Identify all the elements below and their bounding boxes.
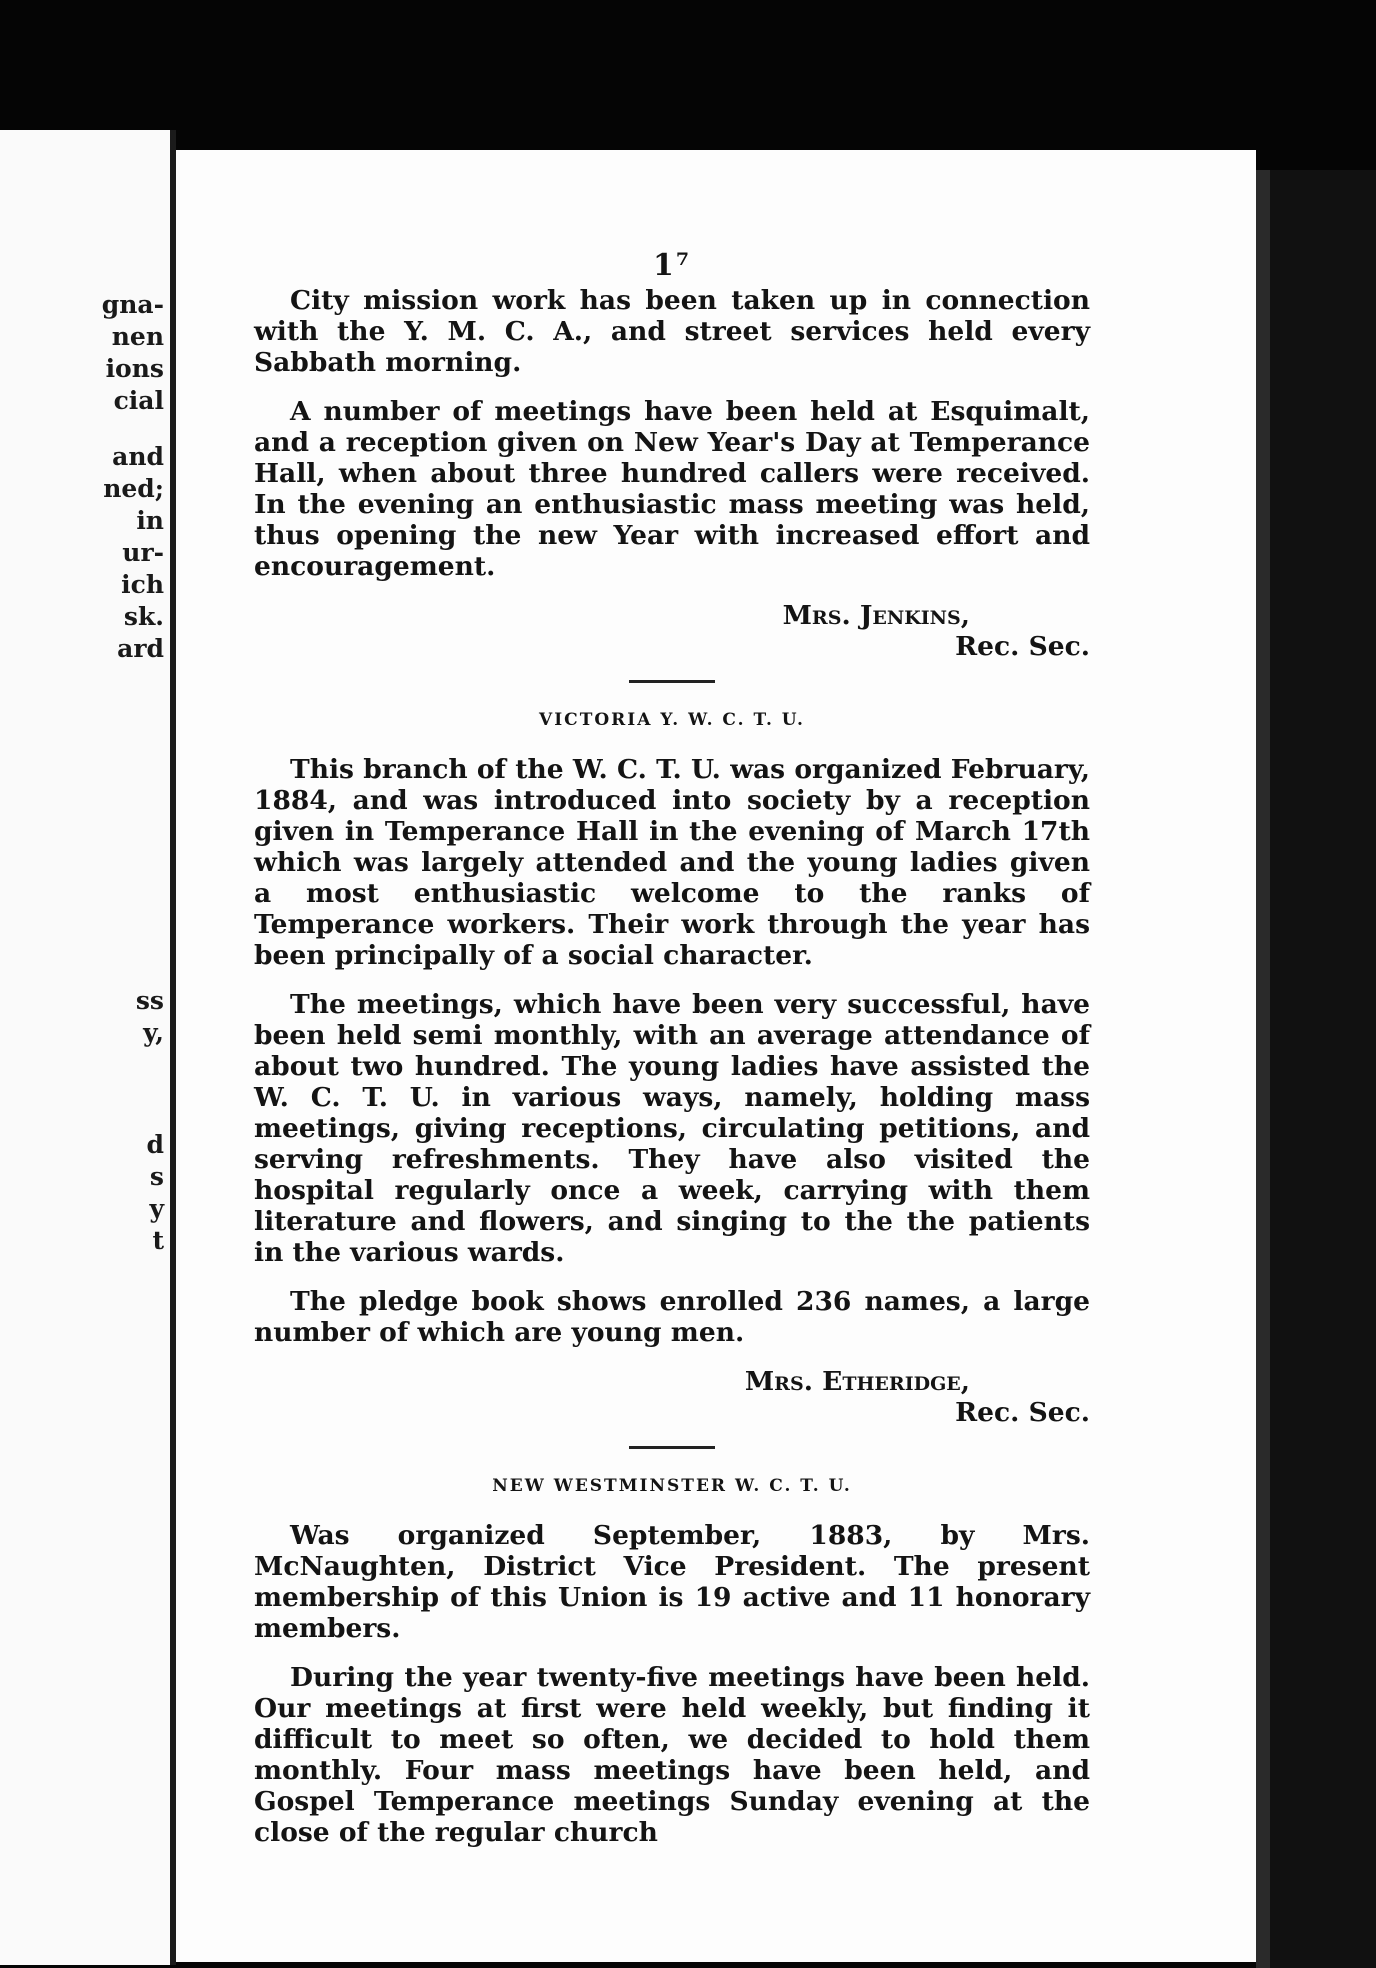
page-number: 1⁷ [652,248,691,283]
signature-role: Rec. Sec. [955,631,1090,662]
paragraph-esquimalt: A number of meetings have been held at Esquimalt, and a reception given on New Year's Day at Temperance Hall, when about three hundred callers were received. In the evening an enthusiastic mass meeting was held, thus opening the new Year with increased effort and encouragement. [254,396,1090,582]
prev-page-fragment: ich [121,570,164,599]
paragraph-victoria-1: This branch of the W. C. T. U. was organized February, 1884, and was introduced into society by a reception given in Temperance Hall in the evening of March 17th which was largely attended and the young ladies given a most enthusiastic welcome to the ranks of Temperance workers. Their work through the year has been principally of a social character. [254,754,1090,971]
prev-page-fragment: ions [105,354,164,383]
page-content [254,250,1090,1866]
prev-page-fragment: s [149,1162,164,1191]
prev-page-fragment: and [112,442,164,471]
section-heading-new-westminster: NEW WESTMINSTER W. C. T. U. [492,1476,852,1496]
paragraph-victoria-2: The meetings, which have been very successful, have been held semi monthly, with an average attendance of about two hundred. The young ladies have assisted the W. C. T. U. in various ways, namely, holding mass meetings, giving receptions, circulating petitions, and serving refreshments. They have also visited the hospital regularly once a week, carrying with them literature and flowers, and singing to the the patients in the various wards. [254,989,1090,1268]
signature-jenkins [254,600,1090,662]
paragraph-new-westminster-2: During the year twenty-five meetings have been held. Our meetings at first were held weekly, but finding it difficult to meet so often, we decided to hold them monthly. Four mass meetings have been held, and Gospel Temperance meetings Sunday evening at the close of the regular church [254,1662,1090,1848]
spine-edge [1256,170,1270,1968]
prev-page-fragment: t [152,1226,164,1255]
section-divider [629,1446,715,1449]
section-divider [629,680,715,683]
paragraph-city-mission: City mission work has been taken up in connection with the Y. M. C. A., and street services held every Sabbath morning. [254,285,1090,378]
book-spine [1256,170,1376,1968]
prev-page-fragment: y, [143,1018,164,1047]
prev-page-fragment: gna- [101,290,164,319]
signature-name: Mrs. Jenkins, [782,600,970,631]
prev-page-fragment: in [136,506,164,535]
prev-page-fragment: nen [111,322,164,351]
section-heading-victoria: VICTORIA Y. W. C. T. U. [539,710,805,730]
signature-name: Mrs. Etheridge, [744,1366,970,1397]
prev-page-fragment: ss [135,986,164,1015]
paragraph-new-westminster-1: Was organized September, 1883, by Mrs. McNaughten, District Vice President. The present membership of this Union is 19 active and 11 honorary members. [254,1520,1090,1644]
page [176,150,1256,1962]
prev-page-fragment: ard [117,634,164,663]
paragraph-victoria-3: The pledge book shows enrolled 236 names, a large number of which are young men. [254,1286,1090,1348]
prev-page-fragment: ned; [103,474,164,503]
prev-page-fragment: d [146,1130,164,1159]
prev-page-fragment: cial [113,386,164,415]
signature-etheridge [254,1366,1090,1428]
signature-role: Rec. Sec. [955,1397,1090,1428]
prev-page-fragment: sk. [123,602,164,631]
prev-page-fragment: ur- [122,538,164,567]
prev-page-fragment: y [149,1194,164,1223]
previous-page-edge [0,130,172,1965]
